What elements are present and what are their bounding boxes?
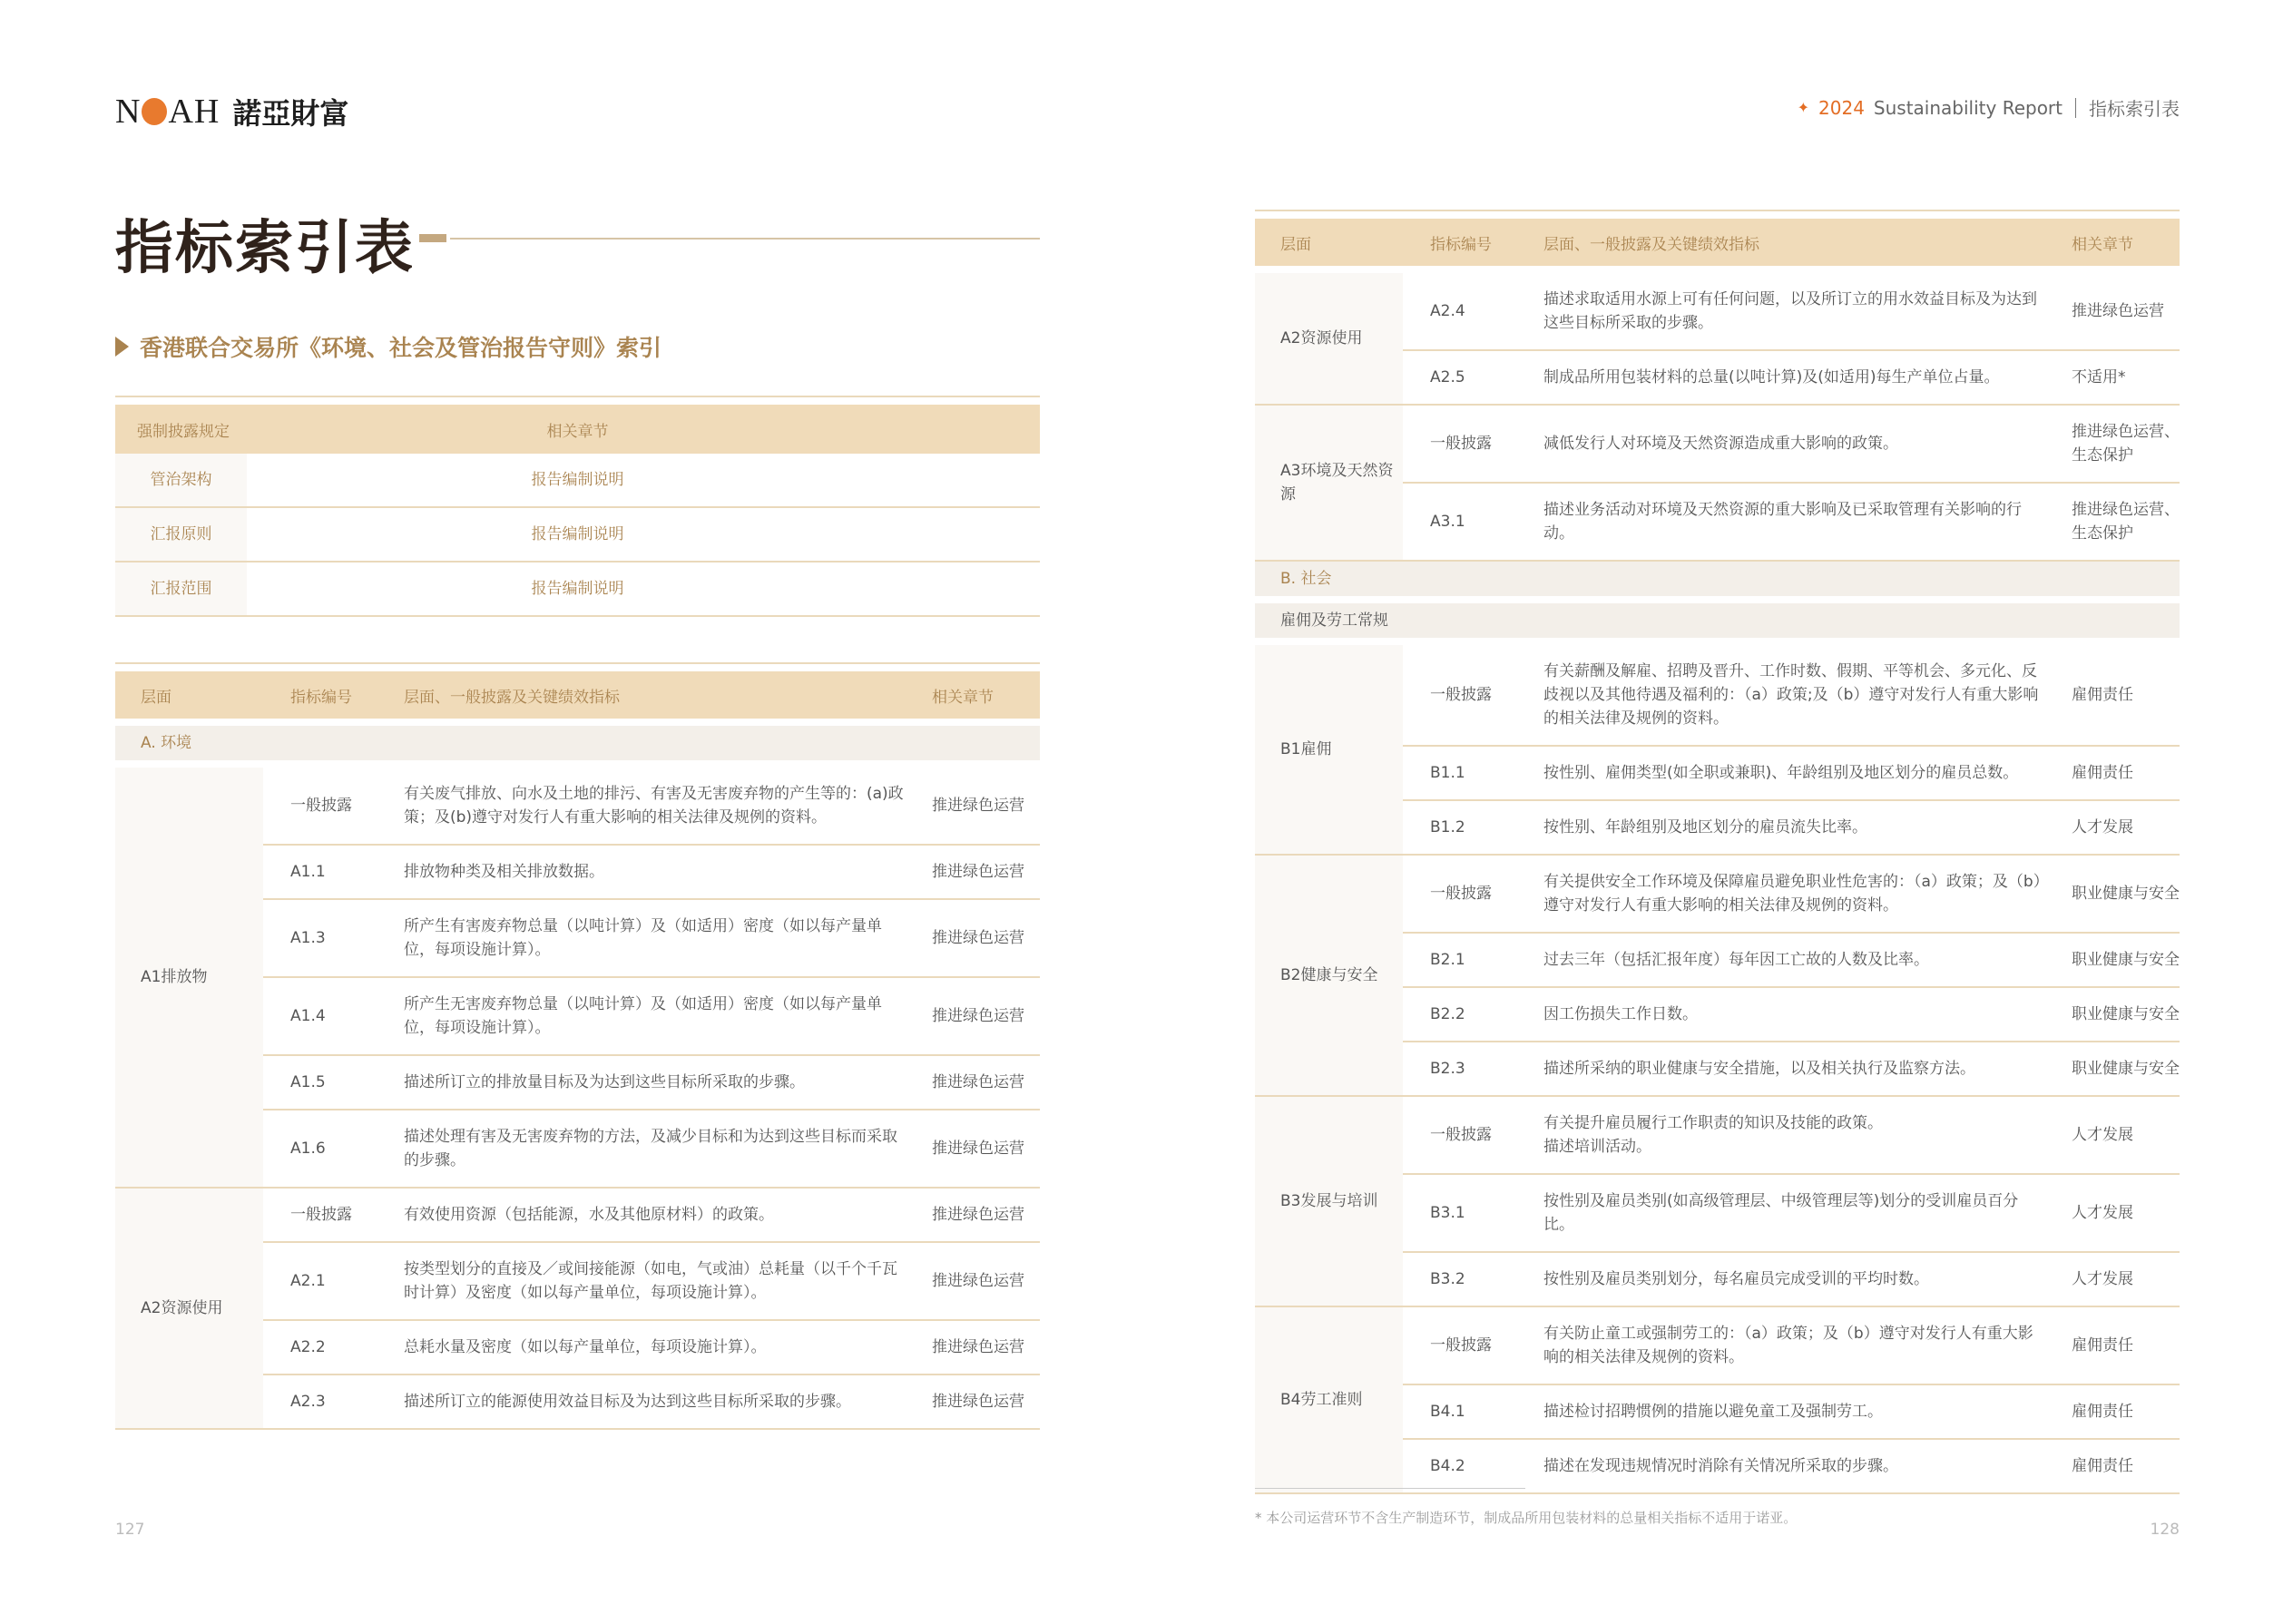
- report-year: 2024: [1818, 96, 1865, 119]
- section-label: A. 环境: [115, 726, 1040, 760]
- spacer: [115, 760, 1040, 768]
- page-title: 指标索引表: [115, 215, 415, 282]
- col-header: 指标编号: [263, 671, 404, 719]
- report-section: 指标索引表: [2089, 98, 2180, 120]
- indicator-code: B3.2: [1403, 1252, 1543, 1306]
- indicator-code: B1.2: [1403, 800, 1543, 855]
- indicator-description: 按性别及雇员类别(如高级管理层、中级管理层等)划分的受训雇员百分比。: [1543, 1174, 2072, 1252]
- related-chapter: 推进绿色运营: [932, 845, 1040, 899]
- spacer: [1255, 266, 2180, 273]
- aspect-cell: B4劳工准则: [1255, 1306, 1403, 1493]
- indicator-description: 按性别及雇员类别划分，每名雇员完成受训的平均时数。: [1543, 1252, 2072, 1306]
- table-row: [115, 507, 1040, 562]
- related-chapter: 推进绿色运营: [932, 1110, 1040, 1188]
- table-row: [115, 454, 1040, 507]
- aspect-cell: A1排放物: [115, 768, 263, 1188]
- related-chapter: 雇佣责任: [2072, 1306, 2180, 1384]
- aspect-cell: B3发展与培训: [1255, 1096, 1403, 1306]
- col-header: 相关章节: [2072, 219, 2180, 266]
- indicator-code: B2.2: [1403, 987, 1543, 1042]
- indicator-description: 制成品所用包装材料的总量(以吨计算)及(如适用)每生产单位占量。: [1543, 350, 2072, 405]
- indicator-code: B2.3: [1403, 1042, 1543, 1096]
- col-header: 相关章节: [247, 405, 1040, 454]
- report-name: Sustainability Report: [1873, 96, 2063, 119]
- col-header: 强制披露规定: [115, 405, 247, 454]
- indicator-description: 所产生无害废弃物总量（以吨计算）及（如适用）密度（如以每产量单位，每项设施计算）。: [404, 977, 932, 1055]
- index-table-right: [1255, 210, 2180, 1494]
- indicator-code: A1.6: [263, 1110, 404, 1188]
- related-chapter: 推进绿色运营: [932, 899, 1040, 977]
- col-header: 指标编号: [1403, 219, 1543, 266]
- indicator-code: 一般披露: [1403, 1096, 1543, 1174]
- title-accent-bar: [419, 234, 446, 242]
- indicator-description: 过去三年（包括汇报年度）每年因工亡故的人数及比率。: [1543, 933, 2072, 987]
- related-chapter: 推进绿色运营、生态保护: [2072, 405, 2180, 483]
- indicator-description: 描述所订立的能源使用效益目标及为达到这些目标所采取的步骤。: [404, 1375, 932, 1429]
- indicator-code: A1.4: [263, 977, 404, 1055]
- indicator-code: B1.1: [1403, 746, 1543, 800]
- page-number-right: 128: [2150, 1521, 2180, 1539]
- page-number-left: 127: [115, 1521, 145, 1539]
- indicator-code: 一般披露: [1403, 855, 1543, 933]
- section-label: B. 社会: [1255, 561, 2180, 596]
- indicator-code: 一般披露: [1403, 405, 1543, 483]
- spacer: [115, 719, 1040, 726]
- table-row: [1255, 1306, 2180, 1384]
- related-chapter: 不适用*: [2072, 350, 2180, 405]
- related-chapter: 报告编制说明: [247, 507, 1040, 562]
- related-chapter: 雇佣责任: [2072, 1384, 2180, 1439]
- aspect-cell: B1雇佣: [1255, 645, 1403, 855]
- indicator-description: 描述在发现违规情况时消除有关情况所采取的步骤。: [1543, 1439, 2072, 1493]
- divider: [2075, 98, 2076, 118]
- table-row: [1255, 855, 2180, 933]
- table-row: [115, 1188, 1040, 1242]
- related-chapter: 雇佣责任: [2072, 746, 2180, 800]
- disclosure-rule: 汇报范围: [115, 562, 247, 616]
- related-chapter: 职业健康与安全: [2072, 987, 2180, 1042]
- indicator-description: 有关防止童工或强制劳工的：（a）政策；及（b）遵守对发行人有重大影响的相关法律及规例的资料。: [1543, 1306, 2072, 1384]
- indicator-description: 描述所订立的排放量目标及为达到这些目标所采取的步骤。: [404, 1055, 932, 1110]
- related-chapter: 推进绿色运营: [932, 1242, 1040, 1320]
- indicator-description: 有关薪酬及解雇、招聘及晋升、工作时数、假期、平等机会、多元化、反歧视以及其他待遇及福利的：（a）政策;及（b）遵守对发行人有重大影响的相关法律及规例的资料。: [1543, 645, 2072, 746]
- indicator-code: A2.5: [1403, 350, 1543, 405]
- section-row: [115, 726, 1040, 760]
- indicator-description: 描述检讨招聘惯例的措施以避免童工及强制劳工。: [1543, 1384, 2072, 1439]
- section-row: [1255, 561, 2180, 596]
- indicator-description: 有效使用资源（包括能源，水及其他原材料）的政策。: [404, 1188, 932, 1242]
- indicator-code: 一般披露: [263, 768, 404, 845]
- indicator-code: B2.1: [1403, 933, 1543, 987]
- indicator-code: B3.1: [1403, 1174, 1543, 1252]
- table-row: [1255, 1096, 2180, 1174]
- indicator-description: 按性别、年龄组别及地区划分的雇员流失比率。: [1543, 800, 2072, 855]
- indicator-code: A2.4: [1403, 273, 1543, 350]
- indicator-code: A2.1: [263, 1242, 404, 1320]
- related-chapter: 推进绿色运营: [932, 768, 1040, 845]
- related-chapter: 职业健康与安全: [2072, 933, 2180, 987]
- aspect-cell: A3环境及天然资源: [1255, 405, 1403, 561]
- indicator-code: A3.1: [1403, 483, 1543, 561]
- related-chapter: 报告编制说明: [247, 562, 1040, 616]
- aspect-cell: B2健康与安全: [1255, 855, 1403, 1096]
- table-row: [1255, 405, 2180, 483]
- indicator-code: A1.5: [263, 1055, 404, 1110]
- col-header: 层面、一般披露及关键绩效指标: [404, 671, 932, 719]
- related-chapter: 推进绿色运营: [932, 1320, 1040, 1375]
- indicator-code: A1.3: [263, 899, 404, 977]
- triangle-right-icon: [115, 337, 129, 357]
- related-chapter: 推进绿色运营: [932, 1188, 1040, 1242]
- related-chapter: 人才发展: [2072, 1174, 2180, 1252]
- indicator-description: 有关提供安全工作环境及保障雇员避免职业性危害的：（a）政策；及（b）遵守对发行人有重大影响的相关法律及规例的资料。: [1543, 855, 2072, 933]
- related-chapter: 人才发展: [2072, 1096, 2180, 1174]
- diamond-star-icon: ✦: [1797, 99, 1810, 116]
- spacer: [1255, 596, 2180, 603]
- related-chapter: 推进绿色运营: [932, 977, 1040, 1055]
- table-row: [1255, 273, 2180, 350]
- indicator-code: A2.3: [263, 1375, 404, 1429]
- indicator-description: 总耗水量及密度（如以每产量单位，每项设施计算）。: [404, 1320, 932, 1375]
- table-row: [115, 562, 1040, 616]
- indicator-description: 有关废气排放、向水及土地的排污、有害及无害废弃物的产生等的：(a)政策；及(b)遵守对发行人有重大影响的相关法律及规例的资料。: [404, 768, 932, 845]
- related-chapter: 雇佣责任: [2072, 645, 2180, 746]
- title-rule: [450, 238, 1040, 240]
- indicator-description: 有关提升雇员履行工作职责的知识及技能的政策。 描述培训活动。: [1543, 1096, 2072, 1174]
- col-header: 层面: [1255, 219, 1403, 266]
- logo-cn: 諾亞財富: [232, 96, 349, 131]
- table-row: [1255, 645, 2180, 746]
- related-chapter: 推进绿色运营: [932, 1375, 1040, 1429]
- related-chapter: 推进绿色运营: [2072, 273, 2180, 350]
- indicator-description: 排放物种类及相关排放数据。: [404, 845, 932, 899]
- indicator-description: 描述所采纳的职业健康与安全措施，以及相关执行及监察方法。: [1543, 1042, 2072, 1096]
- related-chapter: 人才发展: [2072, 800, 2180, 855]
- related-chapter: 推进绿色运营、生态保护: [2072, 483, 2180, 561]
- footnote: * 本公司运营环节不含生产制造环节，制成品所用包装材料的总量相关指标不适用于诺亚。: [1255, 1510, 1798, 1526]
- col-header: 相关章节: [932, 671, 1040, 719]
- related-chapter: 人才发展: [2072, 1252, 2180, 1306]
- indicator-code: B4.2: [1403, 1439, 1543, 1493]
- related-chapter: 雇佣责任: [2072, 1439, 2180, 1493]
- indicator-code: A1.1: [263, 845, 404, 899]
- col-header: 层面、一般披露及关键绩效指标: [1543, 219, 2072, 266]
- footnote-rule: [1255, 1488, 1525, 1489]
- col-header: 层面: [115, 671, 263, 719]
- logo-mark-icon: [142, 98, 167, 125]
- related-chapter: 职业健康与安全: [2072, 1042, 2180, 1096]
- indicator-description: 描述处理有害及无害废弃物的方法，及减少目标和为达到这些目标而采取的步骤。: [404, 1110, 932, 1188]
- indicator-code: 一般披露: [1403, 1306, 1543, 1384]
- indicator-code: 一般披露: [263, 1188, 404, 1242]
- indicator-description: 按类型划分的直接及／或间接能源（如电，气或油）总耗量（以千个千瓦时计算）及密度（如以每产量单位，每项设施计算）。: [404, 1242, 932, 1320]
- related-chapter: 推进绿色运营: [932, 1055, 1040, 1110]
- spacer: [1255, 638, 2180, 645]
- disclosure-rule: 管治架构: [115, 454, 247, 507]
- indicator-description: 描述求取适用水源上可有任何问题，以及所订立的用水效益目标及为达到这些目标所采取的步骤。: [1543, 273, 2072, 350]
- indicator-code: B4.1: [1403, 1384, 1543, 1439]
- disclosure-rule: 汇报原则: [115, 507, 247, 562]
- table-row: [115, 768, 1040, 845]
- section-row: [1255, 603, 2180, 638]
- mandatory-disclosure-table: [115, 396, 1040, 617]
- related-chapter: 报告编制说明: [247, 454, 1040, 507]
- indicator-code: 一般披露: [1403, 645, 1543, 746]
- indicator-description: 减低发行人对环境及天然资源造成重大影响的政策。: [1543, 405, 2072, 483]
- indicator-description: 所产生有害废弃物总量（以吨计算）及（如适用）密度（如以每产量单位，每项设施计算）。: [404, 899, 932, 977]
- index-table-left: [115, 662, 1040, 1430]
- report-header: [1798, 94, 2180, 121]
- noah-logo: [115, 91, 348, 132]
- related-chapter: 职业健康与安全: [2072, 855, 2180, 933]
- indicator-description: 描述业务活动对环境及天然资源的重大影响及已采取管理有关影响的行动。: [1543, 483, 2072, 561]
- aspect-cell: A2资源使用: [1255, 273, 1403, 405]
- section-subtitle: [115, 330, 661, 363]
- section-label: 雇佣及劳工常规: [1255, 603, 2180, 638]
- aspect-cell: A2资源使用: [115, 1188, 263, 1429]
- indicator-description: 因工伤损失工作日数。: [1543, 987, 2072, 1042]
- indicator-description: 按性别、雇佣类型(如全职或兼职)、年龄组别及地区划分的雇员总数。: [1543, 746, 2072, 800]
- indicator-code: A2.2: [263, 1320, 404, 1375]
- logo-en: N AH: [115, 93, 220, 131]
- subtitle-text: 香港联合交易所《环境、社会及管治报告守则》索引: [140, 335, 662, 361]
